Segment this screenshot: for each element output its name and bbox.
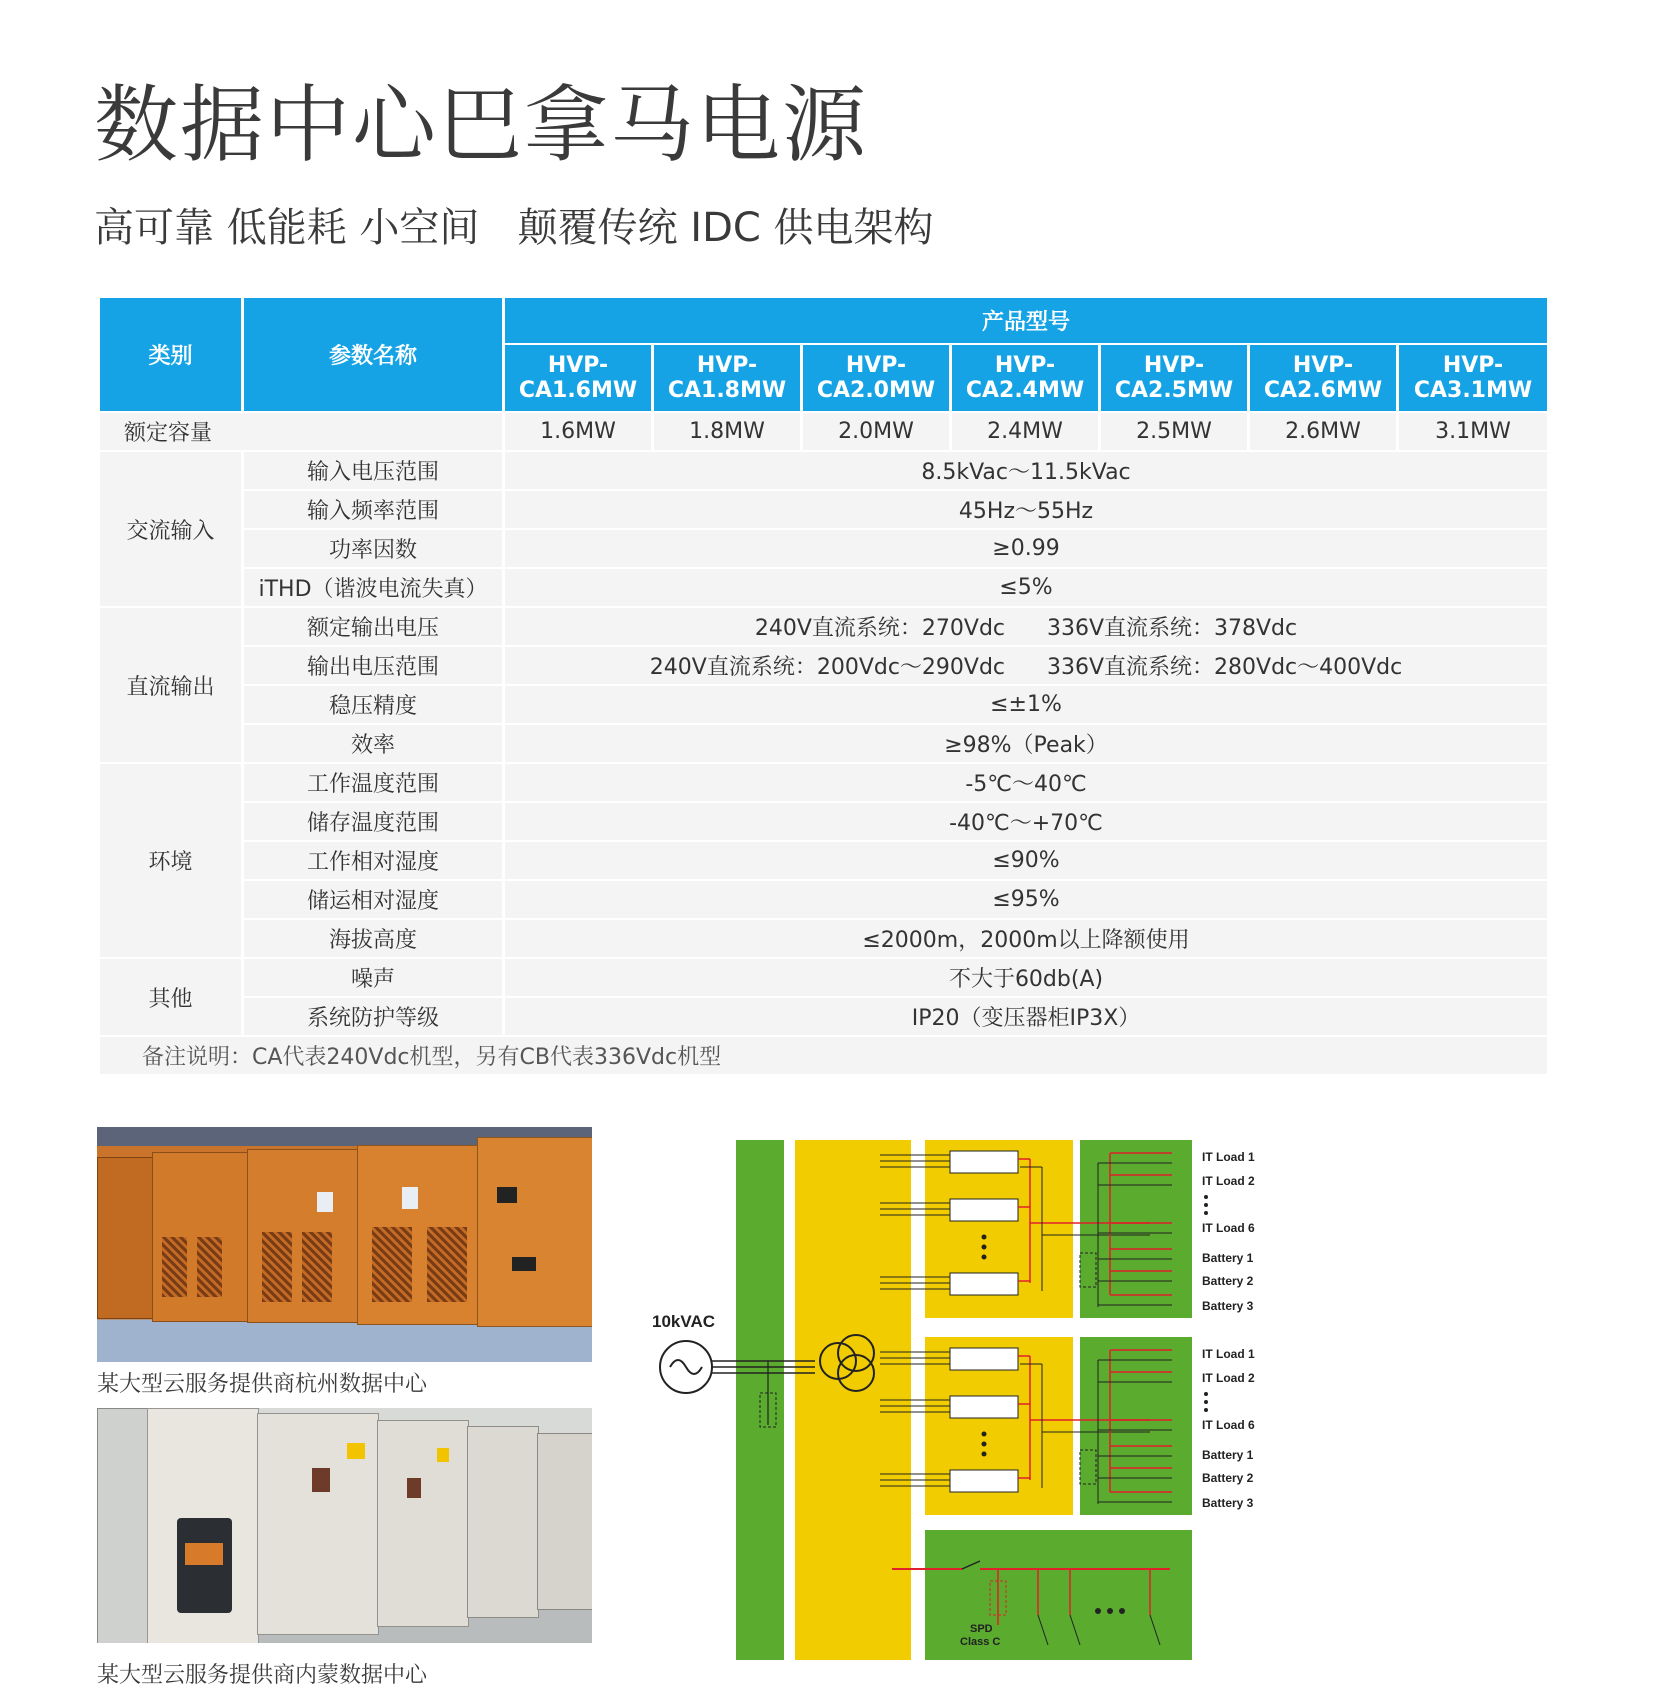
- param-cell: 输出电压范围: [244, 647, 502, 684]
- value-cell: 240V直流系统：200Vdc～290Vdc 336V直流系统：280Vdc～400Vdc: [505, 647, 1547, 684]
- rectifier-module-icon: [950, 1348, 1018, 1370]
- value-cell: 8.5kVac～11.5kVac: [505, 452, 1547, 489]
- spec-table: [97, 296, 1550, 1076]
- header-param: 参数名称: [244, 298, 502, 411]
- output-block-1: [1080, 1140, 1192, 1318]
- table-row: [100, 764, 1547, 801]
- param-cell: 工作温度范围: [244, 764, 502, 801]
- param-cell: 储运相对湿度: [244, 881, 502, 918]
- category-cell: 环境: [100, 764, 241, 957]
- rectifier-module-icon: [950, 1199, 1018, 1221]
- param-cell: 输入电压范围: [244, 452, 502, 489]
- header-category: 类别: [100, 298, 241, 411]
- model-header: HVP- CA2.6MW: [1250, 345, 1396, 411]
- rated-capacity-label: 额定容量: [100, 413, 502, 450]
- table-note: 备注说明：CA代表240Vdc机型，另有CB代表336Vdc机型: [100, 1037, 1547, 1074]
- spd-label: SPD: [970, 1623, 993, 1635]
- value-cell: 45Hz～55Hz: [505, 491, 1547, 528]
- table-row: [100, 881, 1547, 918]
- photo-caption: 某大型云服务提供商杭州数据中心: [97, 1372, 428, 1397]
- table-cell: 2.0MW: [803, 413, 949, 450]
- param-cell: iTHD（谐波电流失真）: [244, 569, 502, 606]
- datacenter-photo-hangzhou: [97, 1127, 592, 1362]
- category-cell: 直流输出: [100, 608, 241, 762]
- table-row: [100, 803, 1547, 840]
- table-row: [100, 686, 1547, 723]
- page-subtitle: 高可靠 低能耗 小空间 颠覆传统 IDC 供电架构: [94, 205, 934, 251]
- table-cell: 1.6MW: [505, 413, 651, 450]
- param-cell: 海拔高度: [244, 920, 502, 957]
- it-load-label: IT Load 1: [1202, 1150, 1255, 1164]
- battery-label: Battery 3: [1202, 1299, 1254, 1313]
- value-cell: ≤±1%: [505, 686, 1547, 723]
- param-cell: 系统防护等级: [244, 998, 502, 1035]
- table-cell: 3.1MW: [1399, 413, 1547, 450]
- value-cell: IP20（变压器柜IP3X）: [505, 998, 1547, 1035]
- battery-label: Battery 1: [1202, 1251, 1254, 1265]
- value-cell: -40℃～+70℃: [505, 803, 1547, 840]
- table-row: [100, 920, 1547, 957]
- rectifier-module-icon: [950, 1396, 1018, 1418]
- param-cell: 额定输出电压: [244, 608, 502, 645]
- it-load-label: IT Load 6: [1202, 1418, 1255, 1432]
- param-cell: 功率因数: [244, 530, 502, 567]
- table-row: [100, 569, 1547, 606]
- table-row: [100, 647, 1547, 684]
- table-row: [100, 413, 1547, 450]
- value-cell: ≤5%: [505, 569, 1547, 606]
- battery-label: Battery 2: [1202, 1274, 1254, 1288]
- power-architecture-diagram: [650, 1125, 1270, 1665]
- model-header: HVP- CA2.0MW: [803, 345, 949, 411]
- table-row: [100, 842, 1547, 879]
- value-cell: 不大于60db(A): [505, 959, 1547, 996]
- rectifier-module-icon: [950, 1151, 1018, 1173]
- output-block-2: [1080, 1337, 1192, 1515]
- table-row: [100, 530, 1547, 567]
- page-title: 数据中心巴拿马电源: [94, 76, 869, 174]
- battery-label: Battery 3: [1202, 1496, 1254, 1510]
- param-cell: 工作相对湿度: [244, 842, 502, 879]
- header-models: 产品型号: [505, 298, 1547, 343]
- value-cell: ≤2000m，2000m以上降额使用: [505, 920, 1547, 957]
- category-cell: 交流输入: [100, 452, 241, 606]
- datacenter-photo-inner-mongolia: [97, 1408, 592, 1643]
- spd-label: Class C: [960, 1636, 1001, 1648]
- source-label: 10kVAC: [652, 1312, 715, 1331]
- value-cell: ≤95%: [505, 881, 1547, 918]
- photo-caption: 某大型云服务提供商内蒙数据中心: [97, 1663, 428, 1688]
- table-row: [100, 452, 1547, 489]
- table-row: [100, 959, 1547, 996]
- model-header: HVP- CA1.8MW: [654, 345, 800, 411]
- it-load-label: IT Load 1: [1202, 1347, 1255, 1361]
- it-load-label: IT Load 2: [1202, 1174, 1255, 1188]
- model-header: HVP- CA2.4MW: [952, 345, 1098, 411]
- battery-label: Battery 1: [1202, 1448, 1254, 1462]
- table-cell: 2.5MW: [1101, 413, 1247, 450]
- category-cell: 其他: [100, 959, 241, 1035]
- table-cell: 2.6MW: [1250, 413, 1396, 450]
- it-load-label: IT Load 2: [1202, 1371, 1255, 1385]
- param-cell: 噪声: [244, 959, 502, 996]
- model-header: HVP- CA1.6MW: [505, 345, 651, 411]
- rectifier-module-icon: [950, 1273, 1018, 1295]
- value-cell: ≤90%: [505, 842, 1547, 879]
- value-cell: -5℃～40℃: [505, 764, 1547, 801]
- table-cell: 1.8MW: [654, 413, 800, 450]
- table-row: [100, 491, 1547, 528]
- table-row: [100, 608, 1547, 645]
- model-header: HVP- CA2.5MW: [1101, 345, 1247, 411]
- value-cell: ≥98%（Peak）: [505, 725, 1547, 762]
- param-cell: 稳压精度: [244, 686, 502, 723]
- table-row: [100, 725, 1547, 762]
- param-cell: 储存温度范围: [244, 803, 502, 840]
- param-cell: 效率: [244, 725, 502, 762]
- it-load-label: IT Load 6: [1202, 1221, 1255, 1235]
- battery-label: Battery 2: [1202, 1471, 1254, 1485]
- table-cell: 2.4MW: [952, 413, 1098, 450]
- value-cell: ≥0.99: [505, 530, 1547, 567]
- value-cell: 240V直流系统：270Vdc 336V直流系统：378Vdc: [505, 608, 1547, 645]
- rectifier-module-icon: [950, 1470, 1018, 1492]
- table-row: [100, 1037, 1547, 1074]
- param-cell: 输入频率范围: [244, 491, 502, 528]
- table-row: [100, 998, 1547, 1035]
- model-header: HVP- CA3.1MW: [1399, 345, 1547, 411]
